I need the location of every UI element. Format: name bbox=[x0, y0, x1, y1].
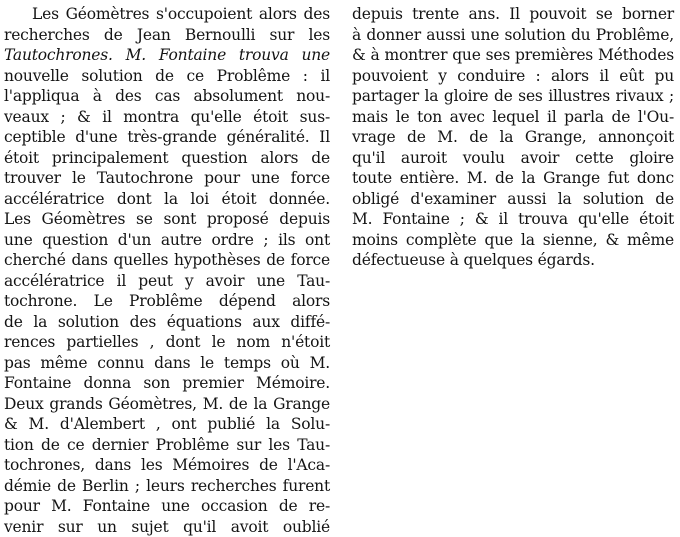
left-line-15: tochrone. Le Problême dépend alors bbox=[4, 291, 330, 312]
right-line-13: défectueuse à quelques égards. bbox=[352, 250, 674, 271]
left-line-9: trouver le Tautochrone pour une force bbox=[4, 168, 330, 189]
right-line-1: depuis trente ans. Il pouvoit se borner bbox=[352, 4, 674, 25]
right-line-8: qu'il auroit voulu avoir cette gloire bbox=[352, 148, 674, 169]
right-line-5: partager la gloire de ses illustres rivaux ; bbox=[352, 86, 674, 107]
left-line-7: ceptible d'une très-grande généralité. Il bbox=[4, 127, 330, 148]
left-line-2: recherches de Jean Bernoulli sur les bbox=[4, 25, 330, 46]
left-line-12: une question d'un autre ordre ; ils ont bbox=[4, 230, 330, 251]
left-line-8: étoit principalement question alors de bbox=[4, 148, 330, 169]
right-line-9: toute entière. M. de la Grange fut donc bbox=[352, 168, 674, 189]
right-line-2: à donner aussi une solution du Problême, bbox=[352, 25, 674, 46]
right-column bbox=[352, 4, 674, 271]
right-line-3: & à montrer que ses premières Méthodes bbox=[352, 45, 674, 66]
left-line-13: cherché dans quelles hypothèses de force bbox=[4, 250, 330, 271]
left-line-20: Deux grands Géomètres, M. de la Grange bbox=[4, 394, 330, 415]
right-line-7: vrage de M. de la Grange, annonçoit bbox=[352, 127, 674, 148]
left-line-10: accélératrice dont la loi étoit donnée. bbox=[4, 189, 330, 210]
left-line-5: l'appliqua à des cas absolument nou- bbox=[4, 86, 330, 107]
right-line-6: mais le ton avec lequel il parla de l'Ou- bbox=[352, 107, 674, 128]
left-line-16: de la solution des équations aux diffé- bbox=[4, 312, 330, 333]
left-line-23: tochrones, dans les Mémoires de l'Aca- bbox=[4, 455, 330, 476]
left-line-17: rences partielles , dont le nom n'étoit bbox=[4, 332, 330, 353]
right-line-11: M. Fontaine ; & il trouva qu'elle étoit bbox=[352, 209, 674, 230]
left-line-4: nouvelle solution de ce Problême : il bbox=[4, 66, 330, 87]
right-line-4: pouvoient y conduire : alors il eût pu bbox=[352, 66, 674, 87]
left-column bbox=[4, 4, 330, 537]
left-line-21: & M. d'Alembert , ont publié la Solu- bbox=[4, 414, 330, 435]
left-line-3: Tautochrones. M. Fontaine trouva une bbox=[4, 45, 330, 66]
left-line-25: pour M. Fontaine une occasion de re- bbox=[4, 496, 330, 517]
left-line-1: Les Géomètres s'occupoient alors des bbox=[4, 4, 330, 25]
left-line-24: démie de Berlin ; leurs recherches furent bbox=[4, 476, 330, 497]
left-line-22: tion de ce dernier Problême sur les Tau- bbox=[4, 435, 330, 456]
left-line-26: venir sur un sujet qu'il avoit oublié bbox=[4, 517, 330, 537]
left-line-19: Fontaine donna son premier Mémoire. bbox=[4, 373, 330, 394]
right-line-10: obligé d'examiner aussi la solution de bbox=[352, 189, 674, 210]
left-line-14: accélératrice il peut y avoir une Tau- bbox=[4, 271, 330, 292]
left-line-6: veaux ; & il montra qu'elle étoit sus- bbox=[4, 107, 330, 128]
left-line-11: Les Géomètres se sont proposé depuis bbox=[4, 209, 330, 230]
left-line-18: pas même connu dans le temps où M. bbox=[4, 353, 330, 374]
right-line-12: moins complète que la sienne, & même bbox=[352, 230, 674, 251]
